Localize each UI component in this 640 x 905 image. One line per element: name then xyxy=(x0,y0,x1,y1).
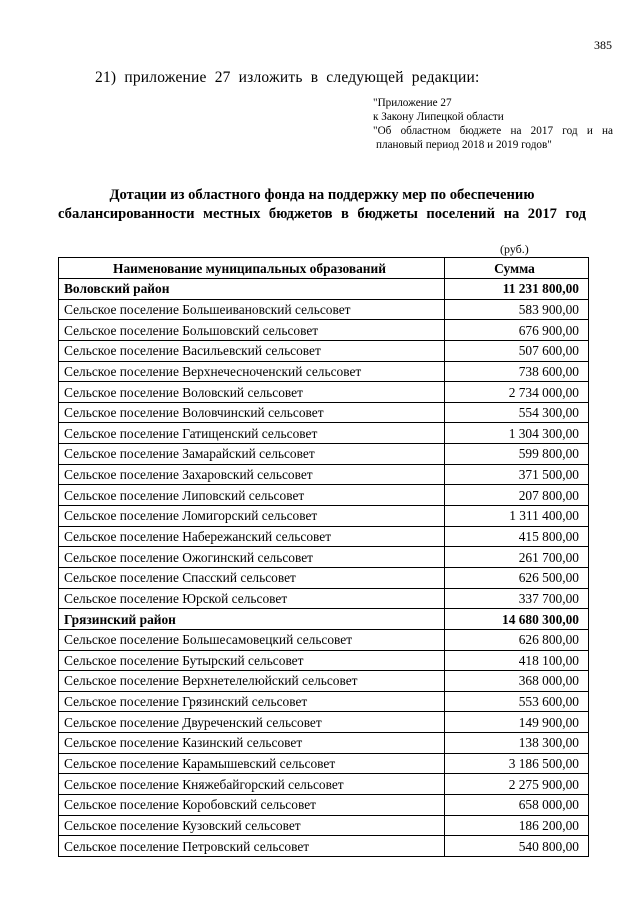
table-row xyxy=(59,320,589,341)
amount-value: 599 800,00 xyxy=(445,444,589,465)
municipality-name: Сельское поселение Спасский сельсовет xyxy=(59,567,445,588)
title-line: Дотации из областного фонда на поддержку мер по обеспечению xyxy=(109,187,535,203)
amount-value: 368 000,00 xyxy=(445,671,589,692)
amount-value: 658 000,00 xyxy=(445,795,589,816)
amount-value: 540 800,00 xyxy=(445,836,589,857)
amount-value: 2 734 000,00 xyxy=(445,382,589,403)
table-row xyxy=(59,361,589,382)
amount-value: 738 600,00 xyxy=(445,361,589,382)
table-row xyxy=(59,547,589,568)
table-row xyxy=(59,340,589,361)
table-row xyxy=(59,733,589,754)
municipality-name: Сельское поселение Гатищенский сельсовет xyxy=(59,423,445,444)
amount-value: 418 100,00 xyxy=(445,650,589,671)
municipality-name: Сельское поселение Ожогинский сельсовет xyxy=(59,547,445,568)
table-row xyxy=(59,526,589,547)
municipality-name: Сельское поселение Петровский сельсовет xyxy=(59,836,445,857)
municipality-name: Сельское поселение Верхнетелелюйский сельсовет xyxy=(59,671,445,692)
column-header-amount: Сумма xyxy=(445,258,589,279)
amount-value: 1 304 300,00 xyxy=(445,423,589,444)
municipality-name: Сельское поселение Захаровский сельсовет xyxy=(59,464,445,485)
table-row xyxy=(59,299,589,320)
amount-value: 371 500,00 xyxy=(445,464,589,485)
amount-value: 186 200,00 xyxy=(445,815,589,836)
units-label: (руб.) xyxy=(500,242,529,256)
amount-value: 1 311 400,00 xyxy=(445,506,589,527)
municipality-name: Сельское поселение Воловчинский сельсовет xyxy=(59,402,445,423)
table-row xyxy=(59,795,589,816)
table-row xyxy=(59,464,589,485)
municipality-name: Сельское поселение Казинский сельсовет xyxy=(59,733,445,754)
district-row xyxy=(59,279,589,300)
amount-value: 11 231 800,00 xyxy=(445,279,589,300)
municipality-name: Сельское поселение Большесамовецкий сельсовет xyxy=(59,629,445,650)
table-row xyxy=(59,774,589,795)
municipality-name: Сельское поселение Кузовский сельсовет xyxy=(59,815,445,836)
amount-value: 626 500,00 xyxy=(445,567,589,588)
table-row xyxy=(59,815,589,836)
table-row xyxy=(59,712,589,733)
table-row xyxy=(59,629,589,650)
appendix-note-line: "Приложение 27 xyxy=(373,97,452,109)
amount-value: 626 800,00 xyxy=(445,629,589,650)
municipality-name: Сельское поселение Большеивановский сельсовет xyxy=(59,299,445,320)
table-row xyxy=(59,444,589,465)
table-row xyxy=(59,423,589,444)
table-row xyxy=(59,506,589,527)
page-number: 385 xyxy=(594,38,612,52)
municipality-name: Сельское поселение Верхнечесноченский сельсовет xyxy=(59,361,445,382)
table-header-row xyxy=(59,258,589,279)
amount-value: 2 275 900,00 xyxy=(445,774,589,795)
municipality-name: Сельское поселение Княжебайгорский сельсовет xyxy=(59,774,445,795)
table-row xyxy=(59,567,589,588)
table-row xyxy=(59,753,589,774)
table-row xyxy=(59,650,589,671)
column-header-name: Наименование муниципальных образований xyxy=(59,258,445,279)
amount-value: 149 900,00 xyxy=(445,712,589,733)
table-row xyxy=(59,836,589,857)
appendix-note-line: плановый период 2018 и 2019 годов" xyxy=(376,139,552,151)
amount-value: 207 800,00 xyxy=(445,485,589,506)
table-row xyxy=(59,691,589,712)
appendix-note-line: "Об областном бюджете на 2017 год и на xyxy=(373,125,613,137)
district-row xyxy=(59,609,589,630)
municipality-name: Грязинский район xyxy=(59,609,445,630)
amount-value: 554 300,00 xyxy=(445,402,589,423)
municipality-name: Сельское поселение Коробовский сельсовет xyxy=(59,795,445,816)
amount-value: 676 900,00 xyxy=(445,320,589,341)
municipality-name: Сельское поселение Ломигорский сельсовет xyxy=(59,506,445,527)
table-row xyxy=(59,485,589,506)
amount-value: 337 700,00 xyxy=(445,588,589,609)
municipality-name: Сельское поселение Набережанский сельсовет xyxy=(59,526,445,547)
municipality-name: Сельское поселение Карамышевский сельсовет xyxy=(59,753,445,774)
amount-value: 14 680 300,00 xyxy=(445,609,589,630)
municipality-name: Воловский район xyxy=(59,279,445,300)
appendix-note-line: к Закону Липецкой области xyxy=(373,111,504,123)
amount-value: 507 600,00 xyxy=(445,340,589,361)
grants-table xyxy=(58,257,589,857)
table-row xyxy=(59,402,589,423)
municipality-name: Сельское поселение Грязинский сельсовет xyxy=(59,691,445,712)
amount-value: 261 700,00 xyxy=(445,547,589,568)
municipality-name: Сельское поселение Воловский сельсовет xyxy=(59,382,445,403)
municipality-name: Сельское поселение Юрской сельсовет xyxy=(59,588,445,609)
instruction-text: 21) приложение 27 изложить в следующей редакции: xyxy=(95,69,480,86)
appendix-note xyxy=(373,96,613,152)
amount-value: 553 600,00 xyxy=(445,691,589,712)
amount-value: 415 800,00 xyxy=(445,526,589,547)
municipality-name: Сельское поселение Большовский сельсовет xyxy=(59,320,445,341)
table-row xyxy=(59,671,589,692)
table-row xyxy=(59,588,589,609)
amount-value: 583 900,00 xyxy=(445,299,589,320)
amount-value: 138 300,00 xyxy=(445,733,589,754)
title-line: сбалансированности местных бюджетов в бюджеты поселений на 2017 год xyxy=(58,206,586,222)
municipality-name: Сельское поселение Липовский сельсовет xyxy=(59,485,445,506)
document-title xyxy=(58,186,586,224)
municipality-name: Сельское поселение Васильевский сельсовет xyxy=(59,340,445,361)
municipality-name: Сельское поселение Замарайский сельсовет xyxy=(59,444,445,465)
municipality-name: Сельское поселение Двуреченский сельсовет xyxy=(59,712,445,733)
municipality-name: Сельское поселение Бутырский сельсовет xyxy=(59,650,445,671)
table-row xyxy=(59,382,589,403)
amount-value: 3 186 500,00 xyxy=(445,753,589,774)
